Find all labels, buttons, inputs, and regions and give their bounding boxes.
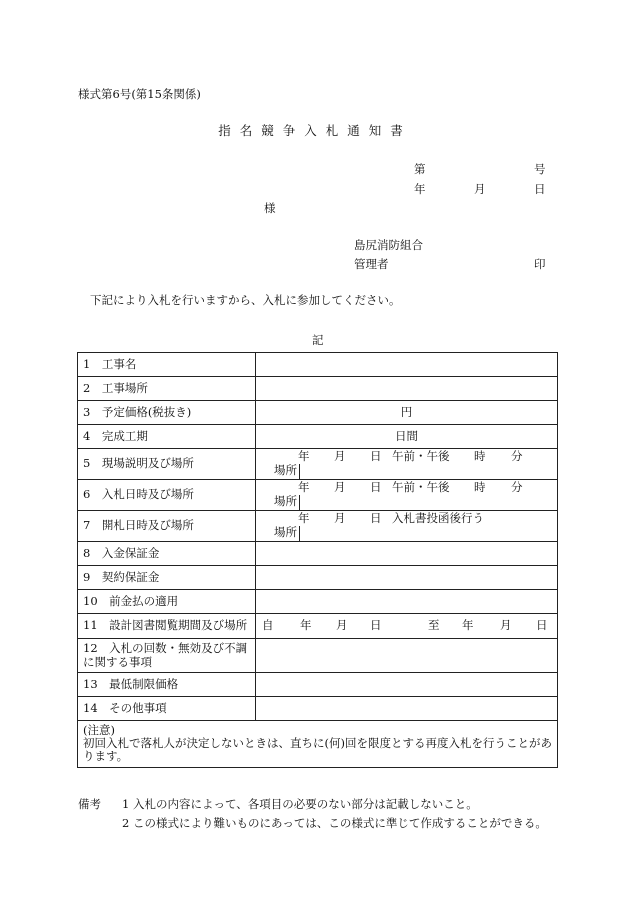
dt-month: 月	[334, 480, 346, 494]
dt-ampm: 午前・午後	[392, 480, 450, 494]
dt-after-bid: 入札書投函後行う	[392, 511, 484, 525]
minimum-price-field[interactable]	[256, 673, 558, 697]
row-label: 10 前金払の適用	[78, 590, 256, 614]
opening-datetime-field[interactable]	[256, 511, 558, 542]
table-row	[78, 590, 558, 614]
dt-year: 年	[298, 449, 310, 463]
row-label: 3 予定価格(税抜き)	[78, 401, 256, 425]
date-year: 年	[414, 182, 426, 196]
datetime-line	[256, 480, 557, 495]
table-row	[78, 542, 558, 566]
table-row	[78, 353, 558, 377]
addressee-suffix: 様	[264, 201, 276, 215]
dt-day: 日	[370, 480, 382, 494]
table-row	[78, 697, 558, 721]
note-cell	[78, 721, 558, 768]
dt-month: 月	[334, 511, 346, 525]
table-row	[78, 614, 558, 639]
place-field[interactable]	[300, 464, 557, 479]
range-to-year: 年	[462, 618, 474, 632]
row-label: 13 最低制限価格	[78, 673, 256, 697]
days-unit: 日間	[395, 428, 418, 443]
table-row	[78, 566, 558, 590]
row-label: 8 入金保証金	[78, 542, 256, 566]
table-row	[78, 401, 558, 425]
yen-unit: 円	[400, 404, 413, 419]
ki-heading: 記	[312, 333, 324, 347]
dt-minute: 分	[511, 449, 523, 463]
document-viewing-field[interactable]	[256, 614, 558, 639]
row-label: 2 工事場所	[78, 377, 256, 401]
place-field[interactable]	[300, 495, 557, 510]
project-location-field[interactable]	[256, 377, 558, 401]
range-to-month: 月	[500, 618, 512, 632]
dt-hour: 時	[474, 480, 486, 494]
intro-text: 下記により入札を行いますから、入札に参加してください。	[90, 293, 401, 307]
table-row	[78, 425, 558, 449]
date-month: 月	[474, 182, 486, 196]
dt-year: 年	[298, 511, 310, 525]
form-id: 様式第6号(第15条関係)	[78, 87, 201, 101]
table-row	[78, 377, 558, 401]
seal-mark: 印	[534, 257, 546, 271]
row-label: 7 開札日時及び場所	[78, 511, 256, 542]
row-label: 14 その他事項	[78, 697, 256, 721]
place-line	[256, 526, 557, 541]
project-name-field[interactable]	[256, 353, 558, 377]
table-row	[78, 480, 558, 511]
table-row	[78, 511, 558, 542]
dt-ampm: 午前・午後	[392, 449, 450, 463]
manager-label: 管理者	[354, 257, 389, 271]
site-briefing-field[interactable]	[256, 449, 558, 480]
estimated-price-field[interactable]	[256, 401, 558, 425]
organization-name: 島尻消防組合	[354, 238, 423, 252]
bid-datetime-field[interactable]	[256, 480, 558, 511]
range-from-day: 日	[370, 618, 382, 632]
row-label: 5 現場説明及び場所	[78, 449, 256, 480]
place-line	[256, 495, 557, 510]
advance-payment-field[interactable]	[256, 590, 558, 614]
other-matters-field[interactable]	[256, 697, 558, 721]
range-to: 至	[428, 618, 440, 632]
dt-minute: 分	[511, 480, 523, 494]
dt-day: 日	[370, 449, 382, 463]
range-from-month: 月	[336, 618, 348, 632]
row-label: 6 入札日時及び場所	[78, 480, 256, 511]
date-range	[256, 614, 557, 638]
remarks-item-2: 2 この様式により難いものにあっては、この様式に準じて作成することができる。	[122, 816, 547, 830]
place-field[interactable]	[300, 526, 557, 541]
row-label: 9 契約保証金	[78, 566, 256, 590]
table-row	[78, 449, 558, 480]
bid-details-table	[77, 352, 558, 768]
table-row	[78, 639, 558, 673]
range-from: 自	[262, 618, 274, 632]
place-label: 場所	[256, 526, 300, 541]
row-label: 12 入札の回数・無効及び不調に関する事項	[78, 639, 256, 673]
dt-day: 日	[370, 511, 382, 525]
row-label: 11 設計図書閲覧期間及び場所	[78, 614, 256, 639]
remarks-label: 備考	[78, 797, 101, 811]
number-suffix: 号	[534, 162, 546, 176]
datetime-line	[256, 449, 557, 464]
dt-year: 年	[298, 480, 310, 494]
note-text: 初回入札で落札人が決定しないときは、直ちに(何)回を限度とする再度入札を行うことがあります。	[83, 736, 552, 764]
remarks-item-1: 1 入札の内容によって、各項目の必要のない部分は記載しないこと。	[122, 797, 478, 811]
row-label: 4 完成工期	[78, 425, 256, 449]
deposit-field[interactable]	[256, 542, 558, 566]
table-row	[78, 673, 558, 697]
table-row	[78, 721, 558, 768]
range-from-year: 年	[300, 618, 312, 632]
note-heading: (注意)	[83, 723, 115, 737]
datetime-line	[256, 511, 557, 526]
dt-month: 月	[334, 449, 346, 463]
place-label: 場所	[256, 495, 300, 510]
place-label: 場所	[256, 464, 300, 479]
contract-guarantee-field[interactable]	[256, 566, 558, 590]
completion-period-field[interactable]	[256, 425, 558, 449]
rebid-rules-field[interactable]	[256, 639, 558, 673]
range-to-day: 日	[536, 618, 548, 632]
dt-hour: 時	[474, 449, 486, 463]
document-title: 指名競争入札通知書	[218, 123, 412, 138]
date-day: 日	[534, 182, 546, 196]
number-prefix: 第	[414, 162, 426, 176]
place-line	[256, 464, 557, 479]
row-label: 1 工事名	[78, 353, 256, 377]
